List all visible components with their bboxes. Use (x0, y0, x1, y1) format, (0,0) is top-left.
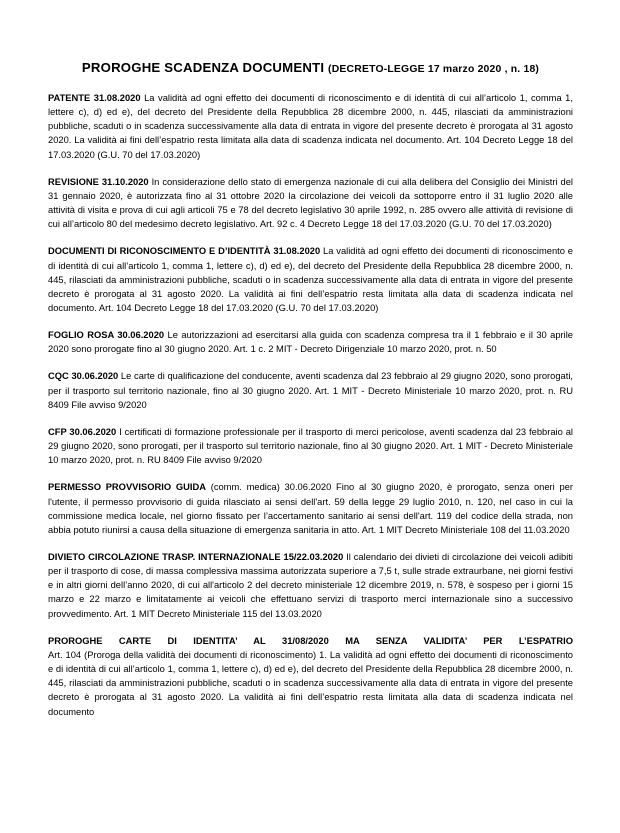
section-divieto-circolazione (48, 537, 573, 621)
section-proroghe-carte-identita (48, 621, 573, 719)
section-heading: FOGLIO ROSA 30.06.2020 (48, 330, 165, 341)
section-foglio-rosa (48, 315, 573, 356)
page-title (48, 0, 573, 76)
page-title-main: PROROGHE SCADENZA DOCUMENTI (81, 60, 329, 75)
section-body: La validità ad ogni effetto dei documenti di riconoscimento e di identità di cui all’articolo 1, comma 1, lettere c), d) ed e), del decreto del Presidente della Repubblica 28 dicembre 2000, n. 445, rilasciati da amministrazioni pubbliche, scaduti o in scadenza successivamente alla data di entrata in vigore del presente decreto è prorogata al 31 agosto 2020. La validità ai fini dell’espatrio resta limitata alla data di scadenza indicata nel documento. Art. 104 Decreto Legge 18 del 17.03.2020 (G.U. 70 del 17.03.2020) (48, 92, 573, 160)
section-body: Le carte di qualificazione del conducente, aventi scadenza dal 23 febbraio al 29 giugno 2020, sono prorogati, per il trasporto sul territorio nazionale, fino al 30 giugno 2020. Art. 1 MIT - Decreto Ministeriale 10 marzo 2020, prot. n. RU 8409 File avviso 9/2020 (48, 371, 573, 410)
section-heading: PERMESSO PROVVISORIO GUIDA (48, 482, 206, 493)
section-body: I certificati di formazione professionale per il trasporto di merci pericolose, aventi scadenza dal 23 febbraio al 29 giugno 2020, sono prorogati, per il trasporto sul territorio nazionale, fino al 30 giugno 2020. Art. 1 MIT - Decreto Ministeriale 10 marzo 2020, prot. n. RU 8409 File avviso 9/2020 (48, 426, 573, 466)
section-heading: CQC 30.06.2020 (48, 371, 119, 382)
section-heading: DIVIETO CIRCOLAZIONE TRASP. INTERNAZIONALE 15/22.03.2020 (48, 552, 344, 563)
section-body: (comm. medica) 30.06.2020 Fino al 30 giugno 2020, è prorogato, senza oneri per l'utente, il permesso provvisorio di guida rilasciato ai sensi dell'art. 59 della legge 29 luglio 2010, n. 120, nel caso in cui la commissione medica locale, nel giorno fissato per l’accertamento sanitario ai sensi dell'art. 119 del codice della strada, non abbia potuto riunirsi a causa della situazione di emergenza sanitaria in atto. Art. 1 MIT Decreto Ministeriale 108 del 11.03.2020 (48, 482, 573, 535)
section-patente (48, 76, 573, 162)
section-heading: DOCUMENTI DI RICONOSCIMENTO E D’IDENTITÀ 31.08.2020 (48, 246, 321, 257)
section-body: Il calendario dei divieti di circolazione dei veicoli adibiti per il trasporto di cose, di massa complessiva massima autorizzata superiore a 7,5 t, sulle strade extraurbane, nei giorni festivi e in altri giorni dell’anno 2020, di cui all'articolo 2 del decreto ministeriale 12 dicembre 2019, n. 578, è sospeso per i giorni 15 marzo e 22 marzo e limitatamente ai veicoli che effettuano servizi di trasporto merci internazionale sino a successivo provvedimento. Art. 1 MIT Decreto Ministeriale 115 del 13.03.2020 (48, 552, 573, 619)
section-body: Le autorizzazioni ad esercitarsi alla guida con scadenza compresa tra il 1 febbraio e il 30 aprile 2020 sono prorogate fino al 30 giugno 2020. Art. 1 c. 2 MIT - Decreto Dirigenziale 10 marzo 2020, prot. n. 50 (48, 330, 574, 355)
section-body: La validità ad ogni effetto dei documenti di riconoscimento e di identità di cui all’articolo 1, comma 1, lettere c), d) ed e), del decreto del Presidente della Repubblica 28 dicembre 2000, n. 445, rilasciati da amministrazioni pubbliche, scaduti o in scadenza successivamente alla data di entrata in vigore del presente decreto è prorogata al 31 agosto 2020. La validità ai fini dell’espatrio resta limitata alla data di scadenza indicata nel documento. Art. 104 Decreto Legge 18 del 17.03.2020 (G.U. 70 del 17.03.2020) (48, 246, 573, 313)
section-heading: PATENTE 31.08.2020 (48, 92, 141, 103)
section-body: Art. 104 (Proroga della validità dei documenti di riconoscimento) 1. La validità ad ogni effetto dei documenti di riconoscimento e di identità di cui all’articolo 1, comma 1, lettere c), d) ed e), del decreto del Presidente della Repubblica 28 dicembre 2000, n. 445, rilasciati da amministrazioni pubbliche, scaduti o in scadenza successivamente alla data di entrata in vigore del presente decreto è prorogata al 31 agosto 2020. La validità ai fini dell’espatrio resta limitata alla data di scadenza indicata nel documento (48, 649, 573, 717)
section-documenti-riconoscimento (48, 231, 573, 315)
section-heading: CFP 30.06.2020 (48, 426, 117, 437)
section-permesso-provvisorio-guida (48, 467, 573, 537)
page-title-subtitle: (DECRETO-LEGGE 17 marzo 2020 , n. 18) (328, 64, 540, 75)
section-heading: REVISIONE 31.10.2020 (48, 176, 149, 187)
section-cqc (48, 356, 573, 411)
section-body: In considerazione dello stato di emergenza nazionale di cui alla delibera del Consiglio dei Ministri del 31 gennaio 2020, è autorizzata fino al 31 ottobre 2020 la circolazione dei veicoli da sottoporre entro il 31 luglio 2020 alle attività di visita e prova di cui agli articoli 75 e 78 del decreto legislativo 30 aprile 1992, n. 285 ovvero alle attività di revisione di cui all’articolo 80 del medesimo decreto legislativo. Art. 92 c. 4 Decreto Legge 18 del 17.03.2020 (G.U. 70 del 17.03.2020) (48, 176, 573, 230)
section-cfp (48, 412, 573, 467)
section-revisione (48, 162, 573, 232)
section-heading: PROROGHE CARTE DI IDENTITA’ AL 31/08/2020 MA SENZA VALIDITA’ PER L’ESPATRIO (48, 635, 573, 646)
